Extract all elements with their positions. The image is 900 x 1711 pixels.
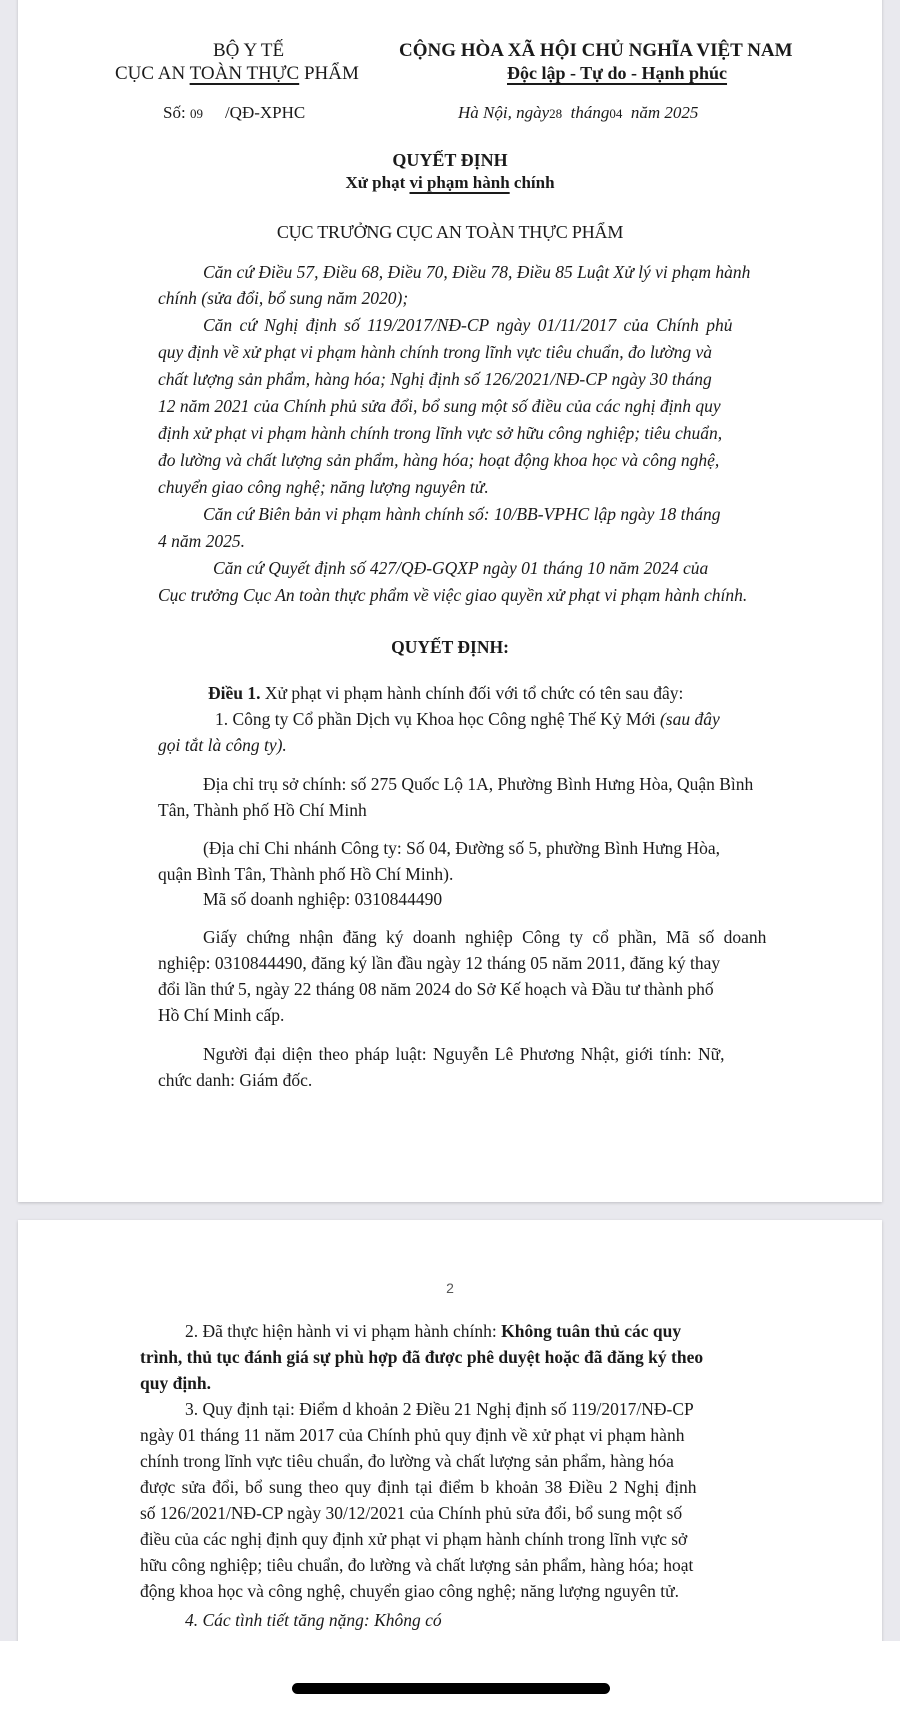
subtitle-underlined: vi phạm hành [409,173,510,192]
basis-2-line5: định xử phạt vi phạm hành chính trong lĩnh vực sở hữu công nghiệp; tiêu chuẩn, [158,423,723,443]
page-2 [18,1220,882,1641]
certificate-line1: Giấy chứng nhận đăng ký doanh nghiệp Công ty cổ phần, Mã số doanh [203,927,767,947]
certificate-line4: Hồ Chí Minh cấp. [158,1005,285,1025]
certificate-line2: nghiệp: 0310844490, đăng ký lần đầu ngày 12 tháng 05 năm 2011, đăng ký thay [158,953,721,973]
basis-2-line2: quy định về xử phạt vi phạm hành chính trong lĩnh vực tiêu chuẩn, đo lường và [158,342,712,362]
certificate-line3: đổi lần thứ 5, ngày 22 tháng 08 năm 2024 do Sở Kế hoạch và Đầu tư thành phố [158,979,714,999]
item-3-line1: 3. Quy định tại: Điểm d khoản 2 Điều 21 Nghị định số 119/2017/NĐ-CP [185,1399,694,1419]
article-1 [208,683,683,704]
basis-2-line1: Căn cứ Nghị định số 119/2017/NĐ-CP ngày 01/11/2017 của Chính phủ [203,315,733,335]
item-2-line1 [185,1321,681,1342]
representative-line2: chức danh: Giám đốc. [158,1070,313,1090]
basis-2-line6: đo lường và chất lượng sản phẩm, hàng hóa; hoạt động khoa học và công nghệ, [158,450,720,470]
branch-line1: (Địa chỉ Chi nhánh Công ty: Số 04, Đường số 5, phường Bình Hưng Hòa, [203,838,721,858]
page-1 [18,0,882,1202]
item-3-line7: hữu công nghiệp; tiêu chuẩn, đo lường và chất lượng sản phẩm, hàng hóa; hoạt [140,1555,694,1575]
place-date-prefix: Hà Nội, ngày [458,103,550,122]
head-office-line1: Địa chỉ trụ sở chính: số 275 Quốc Lộ 1A, Phường Bình Hưng Hòa, Quận Bình [203,774,754,794]
article-1-text: Xử phạt vi phạm hành chính đối với tổ chức có tên sau đây: [260,683,684,703]
agency-name-part: CỤC AN [115,63,190,84]
basis-2-line3: chất lượng sản phẩm, hàng hóa; Nghị định số 126/2021/NĐ-CP ngày 30 tháng [158,369,712,389]
basis-2-line4: 12 năm 2021 của Chính phủ sửa đổi, bổ sung một số điều của các nghị định quy [158,396,721,416]
date-day: 28 [549,106,563,121]
basis-3-line2: 4 năm 2025. [158,531,246,551]
date-month: 04 [609,106,623,121]
decision-number-value: 09 [189,106,203,121]
subtitle-part: Xử phạt [345,173,410,192]
basis-4-line2: Cục trưởng Cục An toàn thực phẩm về việc giao quyền xử phạt vi phạm hành chính. [158,585,748,605]
item-3-line4: được sửa đổi, bổ sung theo quy định tại điểm b khoản 38 Điều 2 Nghị định [140,1477,697,1497]
authority-heading: CỤC TRƯỞNG CỤC AN TOÀN THỰC PHẨM [276,222,624,242]
subtitle-part: chính [509,173,555,192]
company-name: 1. Công ty Cổ phần Dịch vụ Khoa học Công nghệ Thế Kỷ Mới [215,709,660,729]
violation-text: Không tuân thủ các quy [501,1321,682,1341]
decision-heading: QUYẾT ĐỊNH: [391,637,509,657]
basis-4-line1: Căn cứ Quyết định số 427/QĐ-GQXP ngày 01 tháng 10 năm 2024 của [213,558,709,578]
document-subtitle [18,173,882,193]
item-3-line6: điều của các nghị định quy định xử phạt vi phạm hành chính trong lĩnh vực sở [140,1529,688,1549]
item-3-line8: động khoa học và công nghệ, chuyển giao công nghệ; năng lượng nguyên tử. [140,1581,680,1601]
country-name: CỘNG HÒA XÃ HỘI CHỦ NGHĨA VIỆT NAM [399,40,793,61]
date-month-label: tháng [570,103,610,122]
item-1-line1 [215,709,720,730]
representative-line1: Người đại diện theo pháp luật: Nguyễn Lê Phương Nhật, giới tính: Nữ, [203,1044,725,1064]
head-office-line2: Tân, Thành phố Hồ Chí Minh [158,800,367,820]
page-number: 2 [446,1280,454,1296]
home-indicator[interactable] [292,1683,610,1694]
date-year: năm 2025 [630,103,699,122]
item-2-label: 2. Đã thực hiện hành vi vi phạm hành chính: [185,1321,502,1341]
item-2-line2: trình, thủ tục đánh giá sự phù hợp đã được phê duyệt hoặc đã đăng ký theo [140,1347,704,1367]
document-title: QUYẾT ĐỊNH [392,150,508,170]
branch-line2: quận Bình Tân, Thành phố Hồ Chí Minh). [158,864,454,884]
decision-number [163,103,305,123]
decision-number-suffix: /QĐ-XPHC [224,103,306,122]
basis-1-line2: chính (sửa đổi, bổ sung năm 2020); [158,288,409,308]
item-3-line2: ngày 01 tháng 11 năm 2017 của Chính phủ quy định về xử phạt vi phạm hành [140,1425,685,1445]
article-1-label: Điều 1. [208,683,261,703]
tax-code: Mã số doanh nghiệp: 0310844490 [203,889,443,909]
item-2-line3: quy định. [140,1373,212,1393]
place-date [458,103,698,123]
item-4-partial: 4. Các tình tiết tăng nặng: Không có [185,1610,442,1630]
basis-2-line7: chuyển giao công nghệ; năng lượng nguyên tử. [158,477,489,497]
company-alias-note: (sau đây [659,709,720,729]
agency-name-underlined: TOÀN THỰC [189,63,300,84]
bottom-bar [0,1641,900,1711]
basis-3-line1: Căn cứ Biên bản vi phạm hành chính số: 10/BB-VPHC lập ngày 18 tháng [203,504,721,524]
agency-name-part: PHẨM [299,63,359,84]
agency-name [115,63,359,85]
item-1-line2: gọi tắt là công ty). [158,735,287,755]
national-motto: Độc lập - Tự do - Hạnh phúc [507,63,728,83]
basis-1-line1: Căn cứ Điều 57, Điều 68, Điều 70, Điều 78, Điều 85 Luật Xử lý vi phạm hành [203,262,751,282]
decision-number-label: Số: [163,103,190,122]
ministry-name: BỘ Y TẾ [213,40,285,61]
item-3-line5: số 126/2021/NĐ-CP ngày 30/12/2021 của Chính phủ sửa đổi, bổ sung một số [140,1503,683,1523]
item-3-line3: chính trong lĩnh vực tiêu chuẩn, đo lường và chất lượng sản phẩm, hàng hóa [140,1451,674,1471]
